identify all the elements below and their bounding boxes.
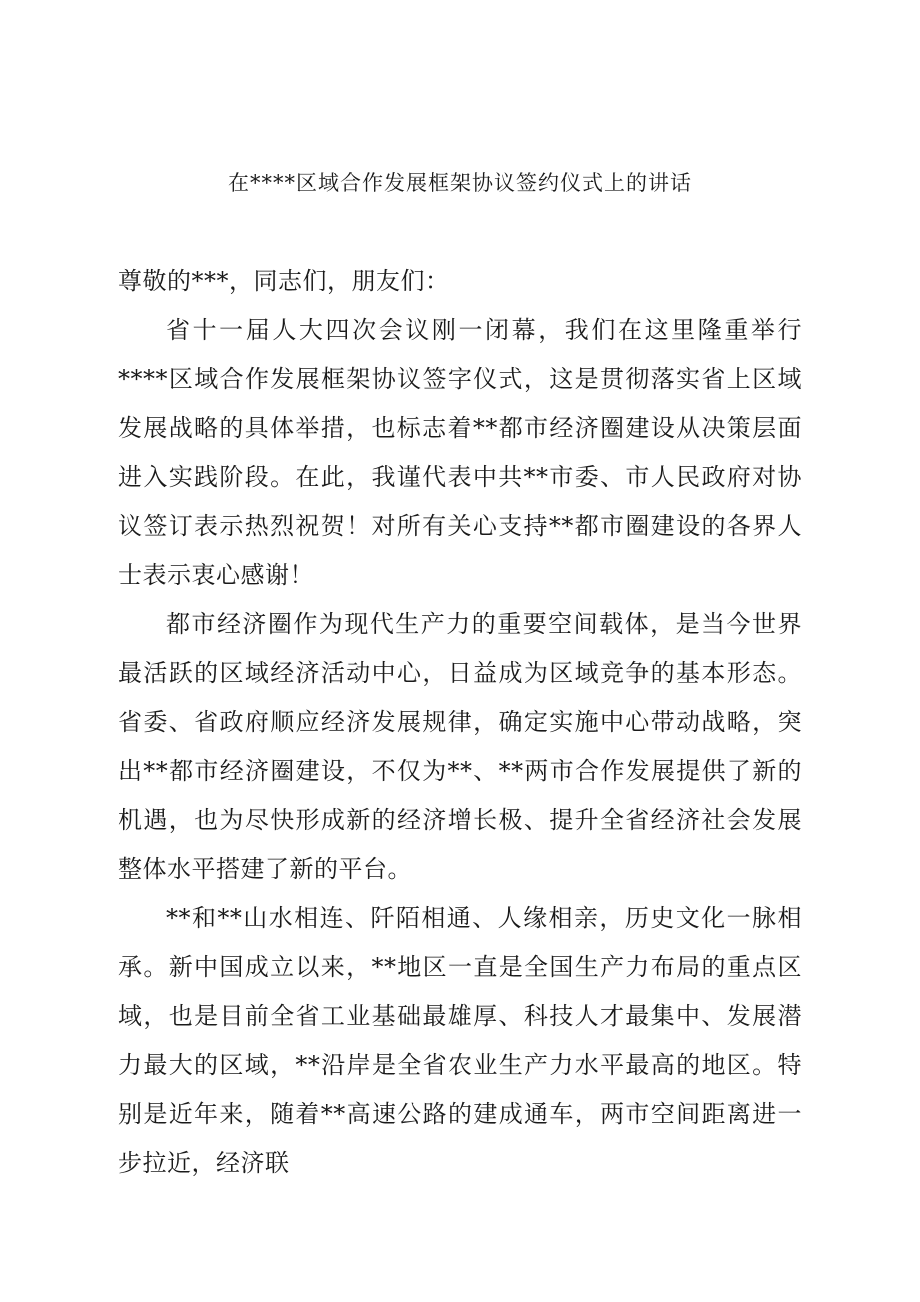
document-title: 在****区域合作发展框架协议签约仪式上的讲话	[228, 171, 692, 195]
salutation: 尊敬的***，同志们，朋友们：	[118, 267, 450, 295]
paragraph-1: 省十一届人大四次会议刚一闭幕，我们在这里隆重举行****区域合作发展框架协议签字仪式，这是贯彻落实省上区域发展战略的具体举措，也标志着**都市经济圈建设从决策层面进入实践阶段。在此，我谨代表中共**市委、市人民政府对协议签订表示热烈祝贺！对所有关心支持**都市圈建设的各界人士表示衷心感谢！	[118, 316, 802, 589]
paragraph-3: **和**山水相连、阡陌相通、人缘相亲，历史文化一脉相承。新中国成立以来，**地区一直是全国生产力布局的重点区域，也是目前全省工业基础最雄厚、科技人才最集中、发展潜力最大的区域，**沿岸是全省农业生产力水平最高的地区。特别是近年来，随着**高速公路的建成通车，两市空间距离进一步拉近，经济联	[118, 904, 802, 1177]
paragraph-2: 都市经济圈作为现代生产力的重要空间载体，是当今世界最活跃的区域经济活动中心，日益成为区域竞争的基本形态。省委、省政府顺应经济发展规律，确定实施中心带动战略，突出**都市经济圈建设，不仅为**、**两市合作发展提供了新的机遇，也为尽快形成新的经济增长极、提升全省经济社会发展整体水平搭建了新的平台。	[118, 610, 802, 883]
document-body	[118, 257, 802, 1188]
